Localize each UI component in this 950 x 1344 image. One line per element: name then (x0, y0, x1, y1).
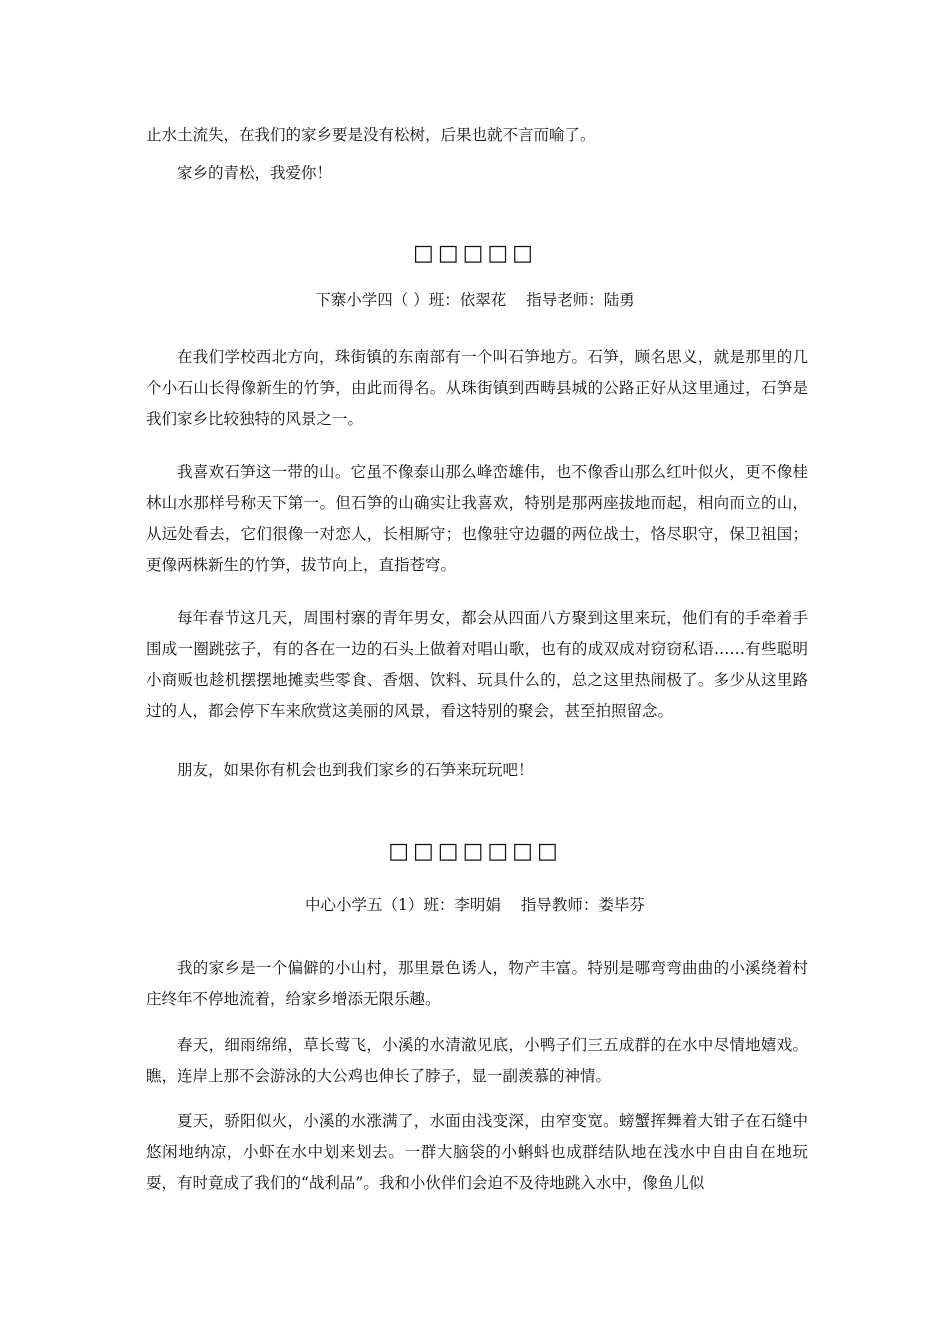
essay2-author: 中心小学五（1）班：李明娟 (305, 896, 501, 914)
essay2-paragraph-2: 春天，细雨绵绵，草长莺飞，小溪的水清澈见底，小鸭子们三五成群的在水中尽情地嬉戏。瞧，连岸上那不会游泳的大公鸡也伸长了脖子，显一副羡慕的神情。 (146, 1036, 808, 1085)
essay2-teacher: 指导教师：娄毕芬 (520, 896, 645, 914)
essay1-title: □□□□□ (413, 241, 537, 266)
essay2-title: □□□□□□□ (388, 839, 562, 864)
essay1-teacher: 指导老师：陆勇 (526, 291, 635, 309)
previous-essay-tail: 止水土流失，在我们的家乡要是没有松树，后果也就不言而喻了。 (146, 126, 596, 144)
essay2-paragraph-1: 我的家乡是一个偏僻的小山村，那里景色诱人，物产丰富。特别是哪弯弯曲曲的小溪绕着村庄终年不停地流着，给家乡增添无限乐趣。 (146, 959, 808, 1008)
essay1-author: 下寨小学四（ ）班：依翠花 (315, 291, 507, 309)
essay1-paragraph-4: 朋友，如果你有机会也到我们家乡的石笋来玩玩吧！ (177, 761, 534, 779)
essay2-paragraph-3: 夏天，骄阳似火，小溪的水涨满了，水面由浅变深，由窄变宽。螃蟹挥舞着大钳子在石缝中悠闲地纳凉，小虾在水中划来划去。一群大脑袋的小蝌蚪也成群结队地在浅水中自由自在地玩耍，有时竟成了我们的“战利品”。我和小伙伴们会迫不及待地跳入水中，像鱼儿似 (146, 1112, 808, 1192)
essay1-paragraph-1: 在我们学校西北方向，珠街镇的东南部有一个叫石笋地方。石笋，顾名思义，就是那里的几个小石山长得像新生的竹笋，由此而得名。从珠街镇到西畴县城的公路正好从这里通过，石笋是我们家乡比较独特的风景之一。 (146, 348, 808, 428)
previous-essay-closing: 家乡的青松，我爱你！ (177, 164, 333, 182)
essay2-byline (0, 893, 950, 915)
essay1-byline (0, 288, 950, 310)
essay1-paragraph-2: 我喜欢石笋这一带的山。它虽不像泰山那么峰峦雄伟，也不像香山那么红叶似火，更不像桂林山水那样号称天下第一。但石笋的山确实让我喜欢，特别是那两座拔地而起，相向而立的山，从远处看去，它们很像一对恋人，长相厮守；也像驻守边疆的两位战士，恪尽职守，保卫祖国；更像两株新生的竹笋，拔节向上，直指苍穹。 (146, 463, 808, 574)
essay1-paragraph-3: 每年春节这几天，周围村寨的青年男女，都会从四面八方聚到这里来玩，他们有的手牵着手围成一圈跳弦子，有的各在一边的石头上做着对唱山歌，也有的成双成对窃窃私语……有些聪明小商贩也趁机摆摆地摊卖些零食、香烟、饮料、玩具什么的，总之这里热闹极了。多少从这里路过的人，都会停下车来欣赏这美丽的风景，看这特别的聚会，甚至拍照留念。 (146, 609, 808, 720)
